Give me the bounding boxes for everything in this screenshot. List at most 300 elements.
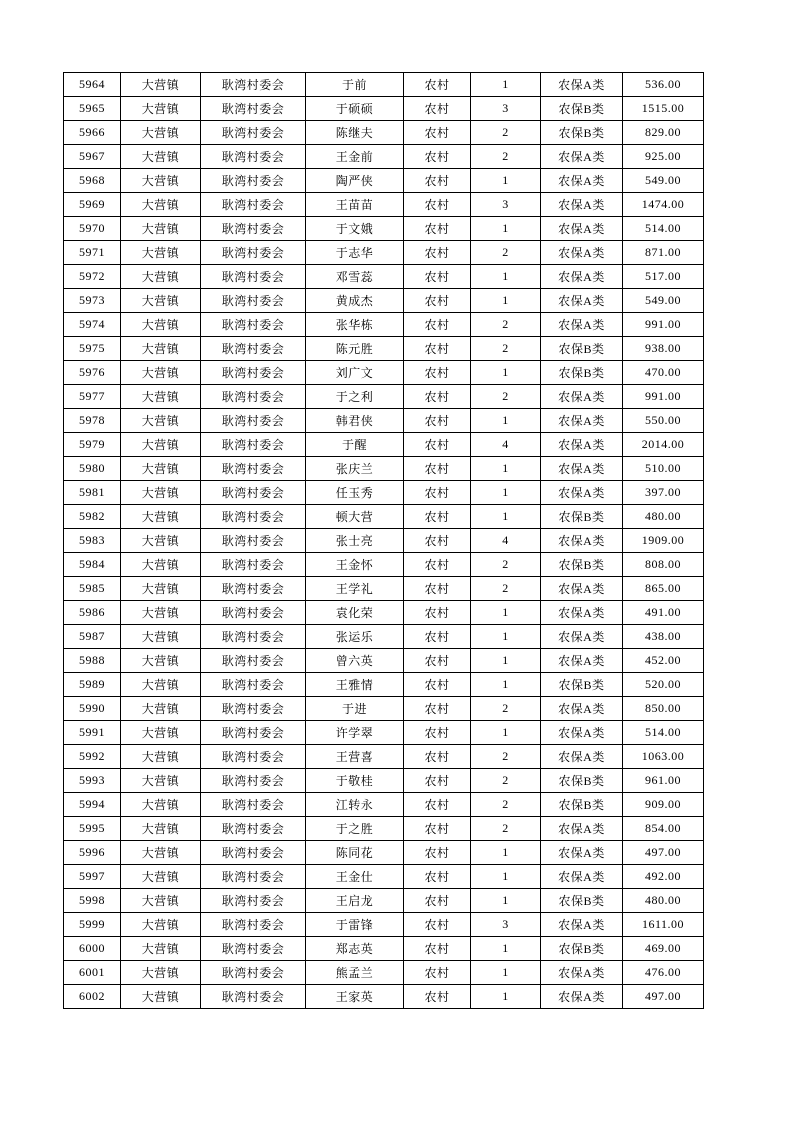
cell-town: 大营镇 bbox=[121, 241, 201, 265]
cell-id: 5992 bbox=[64, 745, 121, 769]
cell-id: 5989 bbox=[64, 673, 121, 697]
cell-count: 2 bbox=[471, 121, 541, 145]
cell-id: 5968 bbox=[64, 169, 121, 193]
cell-id: 5972 bbox=[64, 265, 121, 289]
cell-type: 农村 bbox=[404, 241, 471, 265]
cell-name: 王金前 bbox=[306, 145, 404, 169]
table-row bbox=[64, 889, 704, 913]
cell-count: 2 bbox=[471, 337, 541, 361]
cell-amount: 938.00 bbox=[623, 337, 704, 361]
cell-village: 耿湾村委会 bbox=[201, 433, 306, 457]
cell-id: 5964 bbox=[64, 73, 121, 97]
cell-town: 大营镇 bbox=[121, 697, 201, 721]
cell-insurance: 农保A类 bbox=[541, 409, 623, 433]
table-row bbox=[64, 601, 704, 625]
cell-count: 1 bbox=[471, 985, 541, 1009]
cell-insurance: 农保B类 bbox=[541, 553, 623, 577]
cell-count: 1 bbox=[471, 361, 541, 385]
cell-insurance: 农保A类 bbox=[541, 145, 623, 169]
cell-type: 农村 bbox=[404, 697, 471, 721]
cell-insurance: 农保A类 bbox=[541, 313, 623, 337]
cell-type: 农村 bbox=[404, 481, 471, 505]
cell-insurance: 农保A类 bbox=[541, 529, 623, 553]
table-row bbox=[64, 721, 704, 745]
table-row bbox=[64, 97, 704, 121]
cell-amount: 491.00 bbox=[623, 601, 704, 625]
cell-id: 5995 bbox=[64, 817, 121, 841]
cell-id: 5976 bbox=[64, 361, 121, 385]
cell-town: 大营镇 bbox=[121, 721, 201, 745]
cell-id: 5970 bbox=[64, 217, 121, 241]
cell-village: 耿湾村委会 bbox=[201, 241, 306, 265]
cell-type: 农村 bbox=[404, 433, 471, 457]
cell-count: 1 bbox=[471, 625, 541, 649]
cell-village: 耿湾村委会 bbox=[201, 721, 306, 745]
table-row bbox=[64, 193, 704, 217]
table-row bbox=[64, 841, 704, 865]
cell-type: 农村 bbox=[404, 673, 471, 697]
cell-village: 耿湾村委会 bbox=[201, 865, 306, 889]
cell-type: 农村 bbox=[404, 385, 471, 409]
cell-id: 5997 bbox=[64, 865, 121, 889]
table-row bbox=[64, 241, 704, 265]
cell-town: 大营镇 bbox=[121, 745, 201, 769]
table-row bbox=[64, 121, 704, 145]
cell-id: 5979 bbox=[64, 433, 121, 457]
cell-town: 大营镇 bbox=[121, 145, 201, 169]
cell-count: 1 bbox=[471, 409, 541, 433]
cell-town: 大营镇 bbox=[121, 337, 201, 361]
cell-amount: 961.00 bbox=[623, 769, 704, 793]
cell-name: 袁化荣 bbox=[306, 601, 404, 625]
cell-name: 王金仕 bbox=[306, 865, 404, 889]
table-row bbox=[64, 145, 704, 169]
cell-village: 耿湾村委会 bbox=[201, 409, 306, 433]
cell-insurance: 农保B类 bbox=[541, 793, 623, 817]
cell-name: 张庆兰 bbox=[306, 457, 404, 481]
cell-id: 5965 bbox=[64, 97, 121, 121]
cell-count: 1 bbox=[471, 289, 541, 313]
cell-count: 1 bbox=[471, 457, 541, 481]
cell-town: 大营镇 bbox=[121, 625, 201, 649]
cell-amount: 480.00 bbox=[623, 889, 704, 913]
cell-name: 顿大营 bbox=[306, 505, 404, 529]
cell-insurance: 农保A类 bbox=[541, 649, 623, 673]
cell-insurance: 农保B类 bbox=[541, 337, 623, 361]
cell-amount: 909.00 bbox=[623, 793, 704, 817]
cell-town: 大营镇 bbox=[121, 73, 201, 97]
cell-village: 耿湾村委会 bbox=[201, 97, 306, 121]
table-row bbox=[64, 313, 704, 337]
cell-count: 2 bbox=[471, 817, 541, 841]
cell-amount: 1909.00 bbox=[623, 529, 704, 553]
cell-id: 5988 bbox=[64, 649, 121, 673]
cell-amount: 452.00 bbox=[623, 649, 704, 673]
table-row bbox=[64, 937, 704, 961]
cell-type: 农村 bbox=[404, 889, 471, 913]
cell-town: 大营镇 bbox=[121, 97, 201, 121]
cell-town: 大营镇 bbox=[121, 361, 201, 385]
cell-count: 1 bbox=[471, 73, 541, 97]
cell-id: 5986 bbox=[64, 601, 121, 625]
cell-insurance: 农保B类 bbox=[541, 97, 623, 121]
cell-amount: 1474.00 bbox=[623, 193, 704, 217]
cell-village: 耿湾村委会 bbox=[201, 121, 306, 145]
cell-town: 大营镇 bbox=[121, 937, 201, 961]
cell-type: 农村 bbox=[404, 649, 471, 673]
table-row bbox=[64, 793, 704, 817]
cell-town: 大营镇 bbox=[121, 793, 201, 817]
cell-name: 王金怀 bbox=[306, 553, 404, 577]
cell-count: 1 bbox=[471, 961, 541, 985]
cell-insurance: 农保A类 bbox=[541, 481, 623, 505]
cell-insurance: 农保A类 bbox=[541, 385, 623, 409]
cell-count: 2 bbox=[471, 241, 541, 265]
cell-insurance: 农保A类 bbox=[541, 745, 623, 769]
cell-insurance: 农保B类 bbox=[541, 121, 623, 145]
cell-type: 农村 bbox=[404, 457, 471, 481]
cell-count: 3 bbox=[471, 913, 541, 937]
cell-type: 农村 bbox=[404, 577, 471, 601]
cell-amount: 520.00 bbox=[623, 673, 704, 697]
cell-id: 5969 bbox=[64, 193, 121, 217]
cell-village: 耿湾村委会 bbox=[201, 937, 306, 961]
cell-name: 于进 bbox=[306, 697, 404, 721]
table-row bbox=[64, 217, 704, 241]
cell-id: 5985 bbox=[64, 577, 121, 601]
cell-insurance: 农保B类 bbox=[541, 673, 623, 697]
cell-insurance: 农保A类 bbox=[541, 217, 623, 241]
cell-village: 耿湾村委会 bbox=[201, 961, 306, 985]
cell-count: 2 bbox=[471, 745, 541, 769]
cell-insurance: 农保B类 bbox=[541, 361, 623, 385]
cell-type: 农村 bbox=[404, 337, 471, 361]
cell-id: 5967 bbox=[64, 145, 121, 169]
cell-village: 耿湾村委会 bbox=[201, 337, 306, 361]
cell-name: 许学翠 bbox=[306, 721, 404, 745]
cell-type: 农村 bbox=[404, 961, 471, 985]
cell-type: 农村 bbox=[404, 769, 471, 793]
cell-count: 1 bbox=[471, 481, 541, 505]
cell-name: 江转永 bbox=[306, 793, 404, 817]
cell-count: 2 bbox=[471, 577, 541, 601]
cell-village: 耿湾村委会 bbox=[201, 697, 306, 721]
cell-village: 耿湾村委会 bbox=[201, 217, 306, 241]
cell-insurance: 农保A类 bbox=[541, 985, 623, 1009]
cell-town: 大营镇 bbox=[121, 841, 201, 865]
cell-village: 耿湾村委会 bbox=[201, 193, 306, 217]
cell-town: 大营镇 bbox=[121, 505, 201, 529]
table-row bbox=[64, 433, 704, 457]
cell-name: 王雅情 bbox=[306, 673, 404, 697]
cell-amount: 438.00 bbox=[623, 625, 704, 649]
cell-type: 农村 bbox=[404, 913, 471, 937]
cell-type: 农村 bbox=[404, 529, 471, 553]
cell-town: 大营镇 bbox=[121, 433, 201, 457]
cell-type: 农村 bbox=[404, 745, 471, 769]
cell-amount: 476.00 bbox=[623, 961, 704, 985]
cell-id: 5974 bbox=[64, 313, 121, 337]
cell-name: 于前 bbox=[306, 73, 404, 97]
cell-id: 5983 bbox=[64, 529, 121, 553]
cell-insurance: 农保A类 bbox=[541, 433, 623, 457]
cell-id: 5977 bbox=[64, 385, 121, 409]
cell-count: 2 bbox=[471, 793, 541, 817]
cell-name: 邓雪蕊 bbox=[306, 265, 404, 289]
table-row bbox=[64, 337, 704, 361]
cell-name: 熊孟兰 bbox=[306, 961, 404, 985]
cell-amount: 550.00 bbox=[623, 409, 704, 433]
cell-amount: 517.00 bbox=[623, 265, 704, 289]
cell-insurance: 农保A类 bbox=[541, 625, 623, 649]
cell-type: 农村 bbox=[404, 97, 471, 121]
cell-name: 于志华 bbox=[306, 241, 404, 265]
cell-type: 农村 bbox=[404, 601, 471, 625]
cell-amount: 514.00 bbox=[623, 721, 704, 745]
cell-amount: 497.00 bbox=[623, 841, 704, 865]
cell-name: 曾六英 bbox=[306, 649, 404, 673]
cell-count: 1 bbox=[471, 721, 541, 745]
cell-count: 1 bbox=[471, 169, 541, 193]
cell-amount: 865.00 bbox=[623, 577, 704, 601]
cell-town: 大营镇 bbox=[121, 865, 201, 889]
cell-village: 耿湾村委会 bbox=[201, 889, 306, 913]
cell-name: 陈继夫 bbox=[306, 121, 404, 145]
cell-type: 农村 bbox=[404, 721, 471, 745]
cell-town: 大营镇 bbox=[121, 529, 201, 553]
cell-id: 5996 bbox=[64, 841, 121, 865]
cell-amount: 871.00 bbox=[623, 241, 704, 265]
cell-amount: 549.00 bbox=[623, 289, 704, 313]
cell-id: 5966 bbox=[64, 121, 121, 145]
cell-village: 耿湾村委会 bbox=[201, 529, 306, 553]
cell-insurance: 农保B类 bbox=[541, 889, 623, 913]
cell-amount: 2014.00 bbox=[623, 433, 704, 457]
cell-id: 5980 bbox=[64, 457, 121, 481]
cell-id: 5990 bbox=[64, 697, 121, 721]
cell-type: 农村 bbox=[404, 985, 471, 1009]
cell-village: 耿湾村委会 bbox=[201, 841, 306, 865]
cell-insurance: 农保A类 bbox=[541, 841, 623, 865]
table-row bbox=[64, 817, 704, 841]
cell-village: 耿湾村委会 bbox=[201, 625, 306, 649]
cell-id: 5971 bbox=[64, 241, 121, 265]
cell-id: 5994 bbox=[64, 793, 121, 817]
table-row bbox=[64, 865, 704, 889]
cell-name: 王苗苗 bbox=[306, 193, 404, 217]
cell-village: 耿湾村委会 bbox=[201, 601, 306, 625]
table-row bbox=[64, 385, 704, 409]
table-row bbox=[64, 577, 704, 601]
table-row bbox=[64, 289, 704, 313]
cell-amount: 829.00 bbox=[623, 121, 704, 145]
cell-amount: 492.00 bbox=[623, 865, 704, 889]
cell-amount: 549.00 bbox=[623, 169, 704, 193]
cell-name: 陶严侠 bbox=[306, 169, 404, 193]
cell-count: 2 bbox=[471, 769, 541, 793]
payment-table bbox=[63, 72, 704, 1009]
cell-name: 于文娥 bbox=[306, 217, 404, 241]
cell-town: 大营镇 bbox=[121, 985, 201, 1009]
cell-type: 农村 bbox=[404, 121, 471, 145]
cell-town: 大营镇 bbox=[121, 649, 201, 673]
cell-village: 耿湾村委会 bbox=[201, 769, 306, 793]
cell-name: 于醒 bbox=[306, 433, 404, 457]
cell-count: 3 bbox=[471, 193, 541, 217]
cell-count: 1 bbox=[471, 265, 541, 289]
cell-amount: 397.00 bbox=[623, 481, 704, 505]
payment-table-body bbox=[64, 73, 704, 1009]
cell-amount: 497.00 bbox=[623, 985, 704, 1009]
cell-village: 耿湾村委会 bbox=[201, 265, 306, 289]
table-row bbox=[64, 649, 704, 673]
cell-type: 农村 bbox=[404, 817, 471, 841]
table-row bbox=[64, 529, 704, 553]
cell-town: 大营镇 bbox=[121, 121, 201, 145]
cell-village: 耿湾村委会 bbox=[201, 505, 306, 529]
cell-name: 张运乐 bbox=[306, 625, 404, 649]
cell-insurance: 农保A类 bbox=[541, 961, 623, 985]
cell-id: 5982 bbox=[64, 505, 121, 529]
table-row bbox=[64, 169, 704, 193]
cell-amount: 469.00 bbox=[623, 937, 704, 961]
cell-name: 韩君侠 bbox=[306, 409, 404, 433]
cell-village: 耿湾村委会 bbox=[201, 313, 306, 337]
table-row bbox=[64, 961, 704, 985]
cell-count: 1 bbox=[471, 601, 541, 625]
cell-amount: 1063.00 bbox=[623, 745, 704, 769]
cell-name: 于敬桂 bbox=[306, 769, 404, 793]
cell-town: 大营镇 bbox=[121, 457, 201, 481]
cell-type: 农村 bbox=[404, 865, 471, 889]
cell-count: 2 bbox=[471, 697, 541, 721]
cell-id: 5981 bbox=[64, 481, 121, 505]
cell-town: 大营镇 bbox=[121, 601, 201, 625]
cell-town: 大营镇 bbox=[121, 913, 201, 937]
cell-amount: 480.00 bbox=[623, 505, 704, 529]
cell-insurance: 农保A类 bbox=[541, 169, 623, 193]
cell-town: 大营镇 bbox=[121, 673, 201, 697]
cell-insurance: 农保B类 bbox=[541, 769, 623, 793]
cell-town: 大营镇 bbox=[121, 193, 201, 217]
cell-village: 耿湾村委会 bbox=[201, 577, 306, 601]
cell-town: 大营镇 bbox=[121, 265, 201, 289]
cell-amount: 925.00 bbox=[623, 145, 704, 169]
cell-type: 农村 bbox=[404, 265, 471, 289]
cell-amount: 510.00 bbox=[623, 457, 704, 481]
cell-name: 张华栋 bbox=[306, 313, 404, 337]
cell-village: 耿湾村委会 bbox=[201, 169, 306, 193]
cell-id: 5987 bbox=[64, 625, 121, 649]
cell-insurance: 农保A类 bbox=[541, 289, 623, 313]
cell-type: 农村 bbox=[404, 169, 471, 193]
cell-insurance: 农保A类 bbox=[541, 913, 623, 937]
cell-type: 农村 bbox=[404, 289, 471, 313]
cell-village: 耿湾村委会 bbox=[201, 793, 306, 817]
cell-type: 农村 bbox=[404, 841, 471, 865]
cell-name: 刘广文 bbox=[306, 361, 404, 385]
cell-insurance: 农保A类 bbox=[541, 721, 623, 745]
cell-name: 于之胜 bbox=[306, 817, 404, 841]
cell-count: 1 bbox=[471, 865, 541, 889]
cell-name: 王启龙 bbox=[306, 889, 404, 913]
cell-name: 张士亮 bbox=[306, 529, 404, 553]
cell-name: 郑志英 bbox=[306, 937, 404, 961]
cell-insurance: 农保A类 bbox=[541, 265, 623, 289]
cell-count: 1 bbox=[471, 217, 541, 241]
cell-name: 王家英 bbox=[306, 985, 404, 1009]
cell-count: 1 bbox=[471, 841, 541, 865]
cell-count: 3 bbox=[471, 97, 541, 121]
cell-amount: 536.00 bbox=[623, 73, 704, 97]
cell-insurance: 农保A类 bbox=[541, 193, 623, 217]
table-row bbox=[64, 985, 704, 1009]
cell-village: 耿湾村委会 bbox=[201, 985, 306, 1009]
table-row bbox=[64, 457, 704, 481]
cell-count: 2 bbox=[471, 553, 541, 577]
cell-town: 大营镇 bbox=[121, 577, 201, 601]
cell-amount: 514.00 bbox=[623, 217, 704, 241]
cell-id: 5984 bbox=[64, 553, 121, 577]
cell-insurance: 农保A类 bbox=[541, 577, 623, 601]
cell-village: 耿湾村委会 bbox=[201, 145, 306, 169]
cell-insurance: 农保A类 bbox=[541, 457, 623, 481]
cell-town: 大营镇 bbox=[121, 313, 201, 337]
cell-village: 耿湾村委会 bbox=[201, 289, 306, 313]
cell-type: 农村 bbox=[404, 553, 471, 577]
cell-village: 耿湾村委会 bbox=[201, 913, 306, 937]
cell-village: 耿湾村委会 bbox=[201, 553, 306, 577]
cell-village: 耿湾村委会 bbox=[201, 385, 306, 409]
cell-name: 于之利 bbox=[306, 385, 404, 409]
table-row bbox=[64, 673, 704, 697]
table-row bbox=[64, 553, 704, 577]
cell-name: 于硕硕 bbox=[306, 97, 404, 121]
table-row bbox=[64, 73, 704, 97]
cell-village: 耿湾村委会 bbox=[201, 361, 306, 385]
cell-id: 6001 bbox=[64, 961, 121, 985]
cell-count: 2 bbox=[471, 385, 541, 409]
table-row bbox=[64, 265, 704, 289]
table-row bbox=[64, 505, 704, 529]
cell-town: 大营镇 bbox=[121, 289, 201, 313]
cell-village: 耿湾村委会 bbox=[201, 817, 306, 841]
cell-town: 大营镇 bbox=[121, 889, 201, 913]
table-row bbox=[64, 913, 704, 937]
cell-insurance: 农保A类 bbox=[541, 697, 623, 721]
cell-amount: 470.00 bbox=[623, 361, 704, 385]
cell-count: 2 bbox=[471, 313, 541, 337]
cell-type: 农村 bbox=[404, 793, 471, 817]
cell-amount: 808.00 bbox=[623, 553, 704, 577]
cell-amount: 850.00 bbox=[623, 697, 704, 721]
cell-id: 5993 bbox=[64, 769, 121, 793]
cell-type: 农村 bbox=[404, 937, 471, 961]
cell-id: 5991 bbox=[64, 721, 121, 745]
cell-insurance: 农保A类 bbox=[541, 241, 623, 265]
cell-village: 耿湾村委会 bbox=[201, 673, 306, 697]
table-row bbox=[64, 481, 704, 505]
cell-type: 农村 bbox=[404, 145, 471, 169]
cell-town: 大营镇 bbox=[121, 169, 201, 193]
cell-type: 农村 bbox=[404, 625, 471, 649]
table-row bbox=[64, 625, 704, 649]
cell-insurance: 农保B类 bbox=[541, 505, 623, 529]
cell-amount: 854.00 bbox=[623, 817, 704, 841]
cell-type: 农村 bbox=[404, 193, 471, 217]
cell-type: 农村 bbox=[404, 361, 471, 385]
cell-id: 5975 bbox=[64, 337, 121, 361]
